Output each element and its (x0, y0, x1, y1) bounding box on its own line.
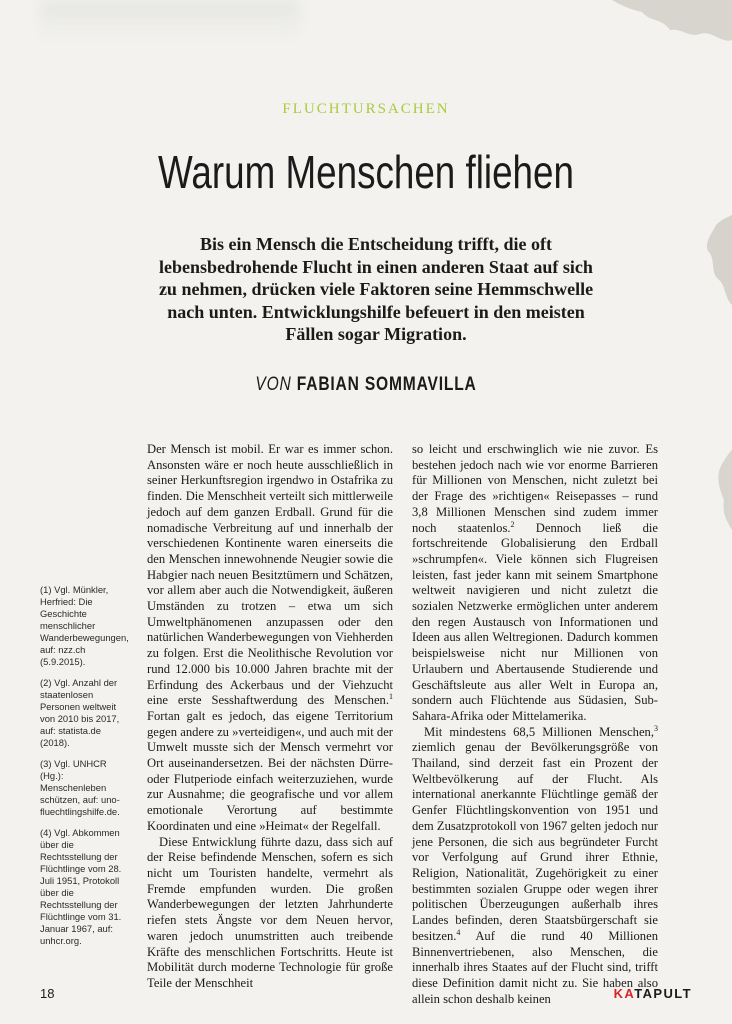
footnote-ref-2: 2 (510, 519, 515, 529)
footnote-3: (3) Vgl. UNHCR (Hg.): Menschenleben schützen, auf: uno-fluechtlingshilfe.de. (40, 758, 120, 817)
article-lead: Bis ein Mensch die Entscheidung trifft, die oft lebensbedrohende Flucht in einen anderen Staat auf sich zu nehmen, drücken viele Faktoren seine Hemmschwelle nach unten. Entwicklungshilfe befeuert in den meisten Fällen sogar Migration. (158, 234, 594, 344)
footnote-1: (1) Vgl. Münkler, Herfried: Die Geschichte menschlicher Wanderbewegungen, auf: nzz.ch (5.9.2015). (40, 584, 129, 667)
byline-prefix: VON (255, 374, 292, 395)
map-fragment-right (702, 215, 732, 305)
magazine-logo (614, 986, 692, 1001)
byline (66, 374, 666, 396)
footnote-ref-3: 3 (654, 723, 658, 733)
logo-rest: TAPULT (634, 986, 692, 1001)
body-paragraph (412, 725, 658, 1008)
body-text: ziemlich genau der Bevölkerungsgröße von Thailand, sind derzeit fast ein Prozent der Weltbevölkerung auf der Flucht. Als international anerkannte Flüchtlinge gemäß der Genfer Flüchtlingskonvention von 1951 und dem Zusatzprotokoll von 1967 gelten jedoch nur jene Personen, die sich aus begründeter Furcht vor Verfolgung auf Grund ihrer Ethnie, Religion, Nationalität, Zugehörigkeit zu einer bestimmten sozialen Gruppe oder wegen ihrer politischen Überzeugungen außerhalb ihres Landes befinden, deren Staatsbürgerschaft sie besitzen. (412, 740, 658, 943)
body-text: Mit mindestens 68,5 Millionen Menschen, (424, 724, 654, 739)
map-fragment-bottom-right (710, 450, 732, 530)
footnotes (40, 584, 129, 956)
body-paragraph (412, 442, 658, 725)
body-paragraph (147, 442, 393, 835)
section-kicker: FLUCHTURSACHEN (282, 101, 450, 117)
faded-header-shadow (40, 0, 300, 42)
footnote-ref-1: 1 (389, 692, 393, 702)
page-number: 18 (40, 986, 55, 1001)
article-headline: Warum Menschen fliehen (158, 146, 574, 198)
body-text: so leicht und erschwinglich wie nie zuvor. Es bestehen jedoch nach wie vor enorme Barrieren für Millionen von Menschen, nicht zuletzt bei der Frage des »richtigen« Reisepasses – rund 3,8 Millionen Menschen sind zudem immer noch staatenlos. (412, 442, 658, 535)
body-column-1 (147, 442, 393, 992)
byline-author: FABIAN SOMMAVILLA (296, 374, 477, 395)
body-paragraph: Diese Entwicklung führte dazu, dass sich auf der Reise befindende Menschen, sofern es sich nicht um Touristen handelte, vermehrt als Fremde empfunden wurden. Die großen Wanderbewegungen der letzten Jahrhunderte riefen stets Ängste vor dem Neuen hervor, waren jedoch unumstritten auch treibende Kräfte des menschlichen Fortschritts. Heute ist Mobilität durch moderne Technologie für große Teile der Menschheit (147, 834, 393, 990)
body-text: Auf die rund 40 Millionen Binnenvertriebenen, also Menschen, die innerhalb ihres Staates auf der Flucht sind, trifft diese Definition damit nicht zu. Sie haben also allein schon deshalb keinen (412, 928, 658, 1006)
footnote-ref-4: 4 (456, 927, 461, 937)
footnote-4: (4) Vgl. Abkommen über die Rechtsstellung der Flüchtlinge vom 28. Juli 1951, Protokoll über die Rechtsstellung der Flüchtlinge vom 31. Januar 1967, auf: unhcr.org. (40, 827, 122, 946)
footnote-2: (2) Vgl. Anzahl der staatenlosen Personen weltweit von 2010 bis 2017, auf: statista.de (2018). (40, 677, 120, 748)
body-text: Dennoch ließ die fortschreitende Globalisierung den Erdball »schrumpfen«. Viele können sich Flugreisen leisten, fast jeder kann mit seinem Smartphone weltweit navigieren und nicht zuletzt die sozialen Netzwerke ermöglichen unter anderem den regen Austausch von Informationen und Ideen aus allen Weltregionen. Dadurch kommen beispielsweise nicht nur Millionen von Urlaubern und Abertausende Studierende und Geschäftsleute aus aller Welt in Europa an, sondern auch Flüchtende aus Südasien, Sub-Sahara-Afrika oder Mittelamerika. (412, 520, 658, 723)
body-text: Fortan galt es jedoch, das eigene Territorium gegen andere zu »verteidigen«, und auch mit der Umwelt musste sich der Mensch vermehrt vor Ort auseinandersetzen. Bei der nächsten Dürre- oder Flutperiode einfach weiterzuziehen, wurde zur Ausnahme; die geografische und vor allem emotionale Verortung auf bestimmte Koordinaten und eine »Heimat« der Regelfall. (147, 708, 393, 833)
body-text: Der Mensch ist mobil. Er war es immer schon. Ansonsten wäre er noch heute ausschließlich in seiner Herkunftsregion irgendwo in Ostafrika zu finden. Die Menschheit verteilt sich mittlerweile jedoch auf dem ganzen Erdball. Grund für die nomadische Verbreitung auf und innerhalb der verschiedenen Kontinente waren einerseits die den Menschen innewohnende Neugier sowie die Habgier nach neuen Besitztümern und Schätzen, vor allem aber auch die Notwendigkeit, äußeren Umständen zu trotzen – etwa um sich Umweltphänomenen anzupassen oder den natürlichen Wanderbewegungen von Viehherden zu folgen. Erst die Neolithische Revolution vor rund 12.000 bis 10.000 Jahren brachte mit der Erfindung des Ackerbaus und der Viehzucht eine erste Sesshaftwerdung des Menschen. (147, 442, 393, 708)
logo-accent: KA (613, 986, 635, 1001)
map-fragment-top-right (572, 0, 732, 45)
body-column-2 (412, 442, 658, 1007)
